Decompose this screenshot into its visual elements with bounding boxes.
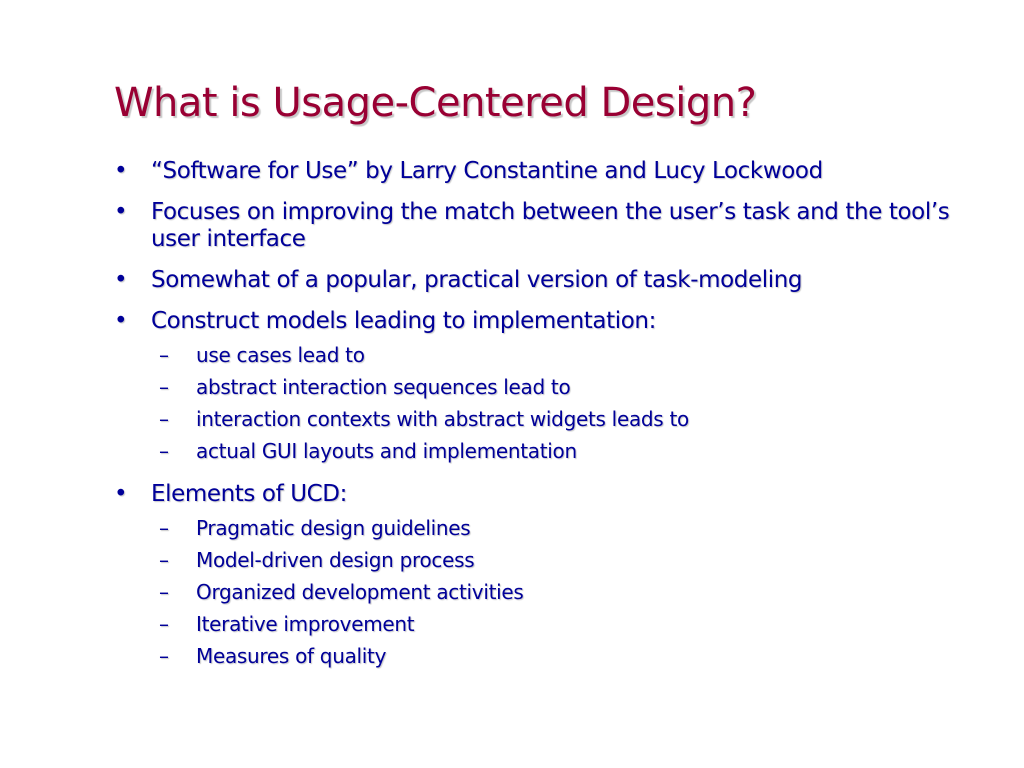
sub-bullet-dash: – — [159, 516, 169, 540]
sub-bullet-dash: – — [159, 407, 169, 431]
sub-bullet-text: use cases lead to — [196, 343, 365, 367]
slide-title: What is Usage-Centered Design? — [114, 80, 757, 126]
bullet-item — [114, 481, 954, 672]
sub-bullet-item — [114, 512, 954, 544]
sub-bullet-text: abstract interaction sequences lead to — [196, 375, 571, 399]
sub-bullet-text: Model-driven design process — [196, 548, 475, 572]
sub-bullet-item — [114, 544, 954, 576]
bullet-dot: • — [114, 308, 128, 334]
bullet-text: Construct models leading to implementation: — [151, 308, 656, 334]
sub-bullet-text: Organized development activities — [196, 580, 524, 604]
sub-bullet-list — [151, 512, 954, 672]
bullet-item — [114, 158, 954, 185]
sub-bullet-item — [114, 371, 954, 403]
sub-bullet-dash: – — [159, 375, 169, 399]
sub-bullet-item — [114, 576, 954, 608]
bullet-text: “Software for Use” by Larry Constantine and Lucy Lockwood — [151, 158, 823, 184]
bullet-list — [114, 158, 954, 686]
sub-bullet-text: interaction contexts with abstract widgets leads to — [196, 407, 689, 431]
bullet-dot: • — [114, 199, 128, 225]
sub-bullet-item — [114, 339, 954, 371]
sub-bullet-item — [114, 403, 954, 435]
sub-bullet-dash: – — [159, 580, 169, 604]
sub-bullet-item — [114, 608, 954, 640]
sub-bullet-dash: – — [159, 439, 169, 463]
sub-bullet-dash: – — [159, 548, 169, 572]
bullet-text: Elements of UCD: — [151, 481, 347, 507]
sub-bullet-dash: – — [159, 612, 169, 636]
bullet-dot: • — [114, 481, 128, 507]
sub-bullet-text: actual GUI layouts and implementation — [196, 439, 577, 463]
bullet-text: Somewhat of a popular, practical version of task-modeling — [151, 267, 803, 293]
sub-bullet-dash: – — [159, 343, 169, 367]
sub-bullet-item — [114, 640, 954, 672]
sub-bullet-text: Measures of quality — [196, 644, 387, 668]
sub-bullet-dash: – — [159, 644, 169, 668]
bullet-item — [114, 267, 954, 294]
sub-bullet-item — [114, 435, 954, 467]
bullet-text: Focuses on improving the match between the user’s task and the tool’s user interface — [151, 199, 950, 252]
bullet-dot: • — [114, 158, 128, 184]
sub-bullet-text: Pragmatic design guidelines — [196, 516, 471, 540]
bullet-item — [114, 308, 954, 467]
sub-bullet-text: Iterative improvement — [196, 612, 415, 636]
sub-bullet-list — [151, 339, 954, 467]
bullet-dot: • — [114, 267, 128, 293]
bullet-item — [114, 199, 954, 253]
